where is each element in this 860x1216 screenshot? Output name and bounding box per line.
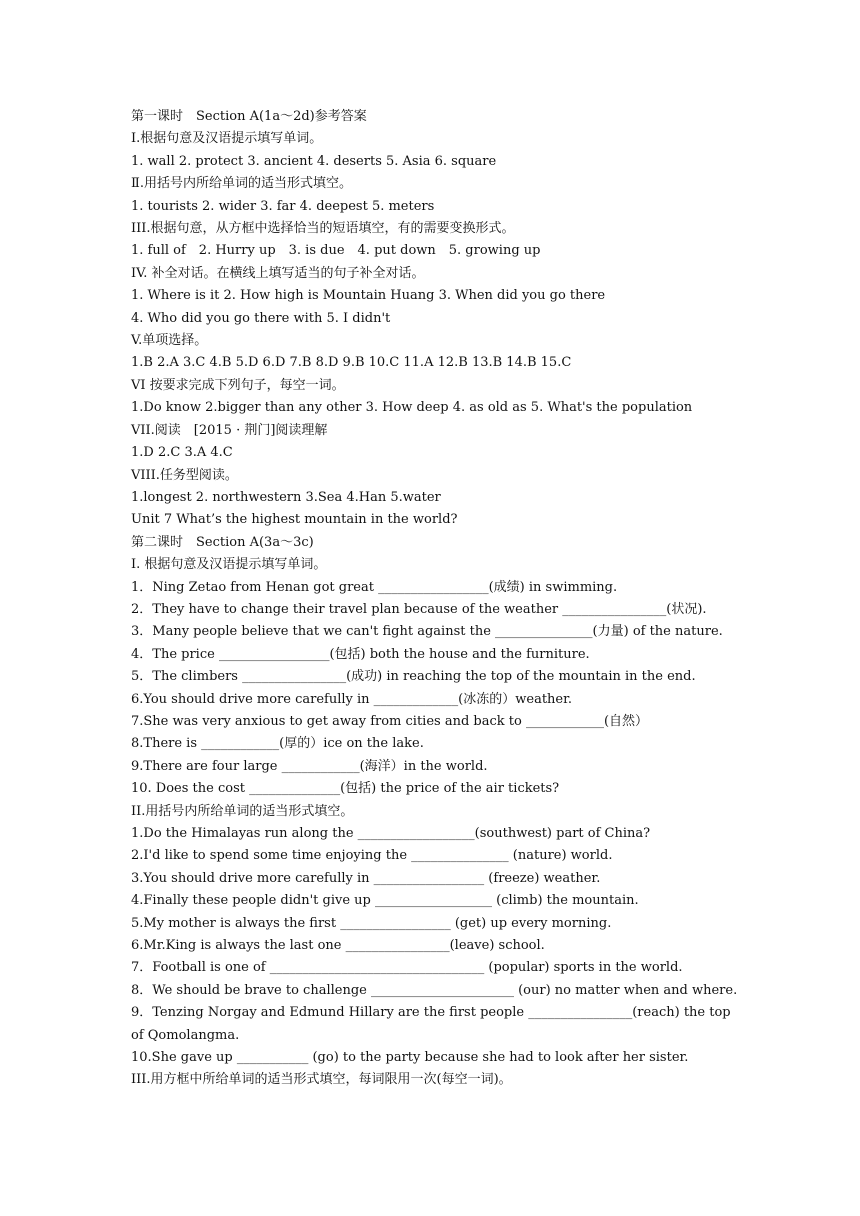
exercise-item: 3．Many people believe that we can't fight against the _______________(力量) of the nature. (131, 624, 723, 640)
exercise-item: 7．Football is one of _________________________________ (popular) sports in the world. (131, 960, 683, 976)
exercise-item: 5.My mother is always the first _________________ (get) up every morning. (131, 915, 612, 931)
document-page (131, 106, 741, 1092)
section-heading: I. 根据句意及汉语提示填写单词。 (131, 557, 327, 573)
exercise-item: 1．Ning Zetao from Henan got great _________________(成绩) in swimming. (131, 579, 618, 595)
exercise-item: 8．We should be brave to challenge ______________________ (our) no matter when and where. (131, 982, 738, 998)
answer-line: 1. full of 2. Hurry up 3. is due 4. put down 5. growing up (131, 243, 541, 259)
exercise-item: 5．The climbers ________________(成功) in reaching the top of the mountain in the end. (131, 669, 696, 685)
exercise-item: 6.You should drive more carefully in _____________(冰冻的）weather. (131, 691, 573, 707)
exercise-item: 6.Mr.King is always the last one ________________(leave) school. (131, 938, 545, 954)
exercise-item: 8.There is ____________(厚的）ice on the lake. (131, 736, 424, 752)
exercise-item: 10.She gave up ___________ (go) to the party because she had to look after her sister. (131, 1050, 689, 1066)
exercise-item: 10. Does the cost ______________(包括) the price of the air tickets? (131, 781, 560, 797)
answer-line: 1.longest 2. northwestern 3.Sea 4.Han 5.water (131, 489, 441, 505)
lesson2-title: 第二课时 Section A(3a～3c) (131, 534, 314, 550)
exercise-item: 3.You should drive more carefully in _________________ (freeze) weather. (131, 870, 601, 886)
exercise-item: 9.There are four large ____________(海洋）in the world. (131, 758, 488, 774)
section-heading: Ⅰ.根据句意及汉语提示填写单词。 (131, 131, 323, 147)
answer-line: 1. Where is it 2. How high is Mountain Huang 3. When did you go there (131, 288, 606, 304)
answer-line: 1.Do know 2.bigger than any other 3. How deep 4. as old as 5. What's the population (131, 400, 693, 416)
section-heading: III.用方框中所给单词的适当形式填空，每词限用一次(每空一词)。 (131, 1072, 512, 1088)
exercise-item: 7.She was very anxious to get away from cities and back to ____________(自然） (131, 713, 649, 729)
section-heading: V.单项选择。 (131, 333, 208, 349)
exercise-item: 2.I'd like to spend some time enjoying the _______________ (nature) world. (131, 848, 613, 864)
exercise-item: 9．Tenzing Norgay and Edmund Hillary are the first people ________________(reach) the top of Qomolangma. (131, 1005, 731, 1043)
exercise-item: 2．They have to change their travel plan because of the weather ________________(状况). (131, 601, 707, 617)
unit-title: Unit 7 What’s the highest mountain in the world? (131, 512, 458, 528)
answer-line: 1. wall 2. protect 3. ancient 4. deserts 5. Asia 6. square (131, 153, 497, 169)
exercise-item: 1.Do the Himalayas run along the __________________(southwest) part of China? (131, 826, 651, 841)
answer-line: 4. Who did you go there with 5. I didn't (131, 310, 391, 326)
lesson1-title: 第一课时 Section A(1a～2d)参考答案 (131, 109, 367, 124)
section-heading: VII.阅读 [2015 · 荆门]阅读理解 (131, 422, 328, 438)
answer-line: 1.B 2.A 3.C 4.B 5.D 6.D 7.B 8.D 9.B 10.C 11.A 12.B 13.B 14.B 15.C (131, 355, 572, 371)
answer-line: 1.D 2.C 3.A 4.C (131, 445, 233, 461)
exercise-item: 4．The price _________________(包括) both the house and the furniture. (131, 646, 590, 662)
section-heading: VIII.任务型阅读。 (131, 467, 238, 483)
section-heading: Ⅱ.用括号内所给单词的适当形式填空。 (131, 176, 352, 192)
answer-line: 1. tourists 2. wider 3. far 4. deepest 5. meters (131, 198, 435, 214)
section-heading: II.用括号内所给单词的适当形式填空。 (131, 803, 354, 819)
exercise-item: 4.Finally these people didn't give up __________________ (climb) the mountain. (131, 893, 639, 909)
section-heading: VI 按要求完成下列句子，每空一词。 (131, 377, 345, 393)
section-heading: IV. 补全对话。在横线上填写适当的句子补全对话。 (131, 265, 425, 281)
section-heading: III.根据句意，从方框中选择恰当的短语填空，有的需要变换形式。 (131, 221, 515, 237)
